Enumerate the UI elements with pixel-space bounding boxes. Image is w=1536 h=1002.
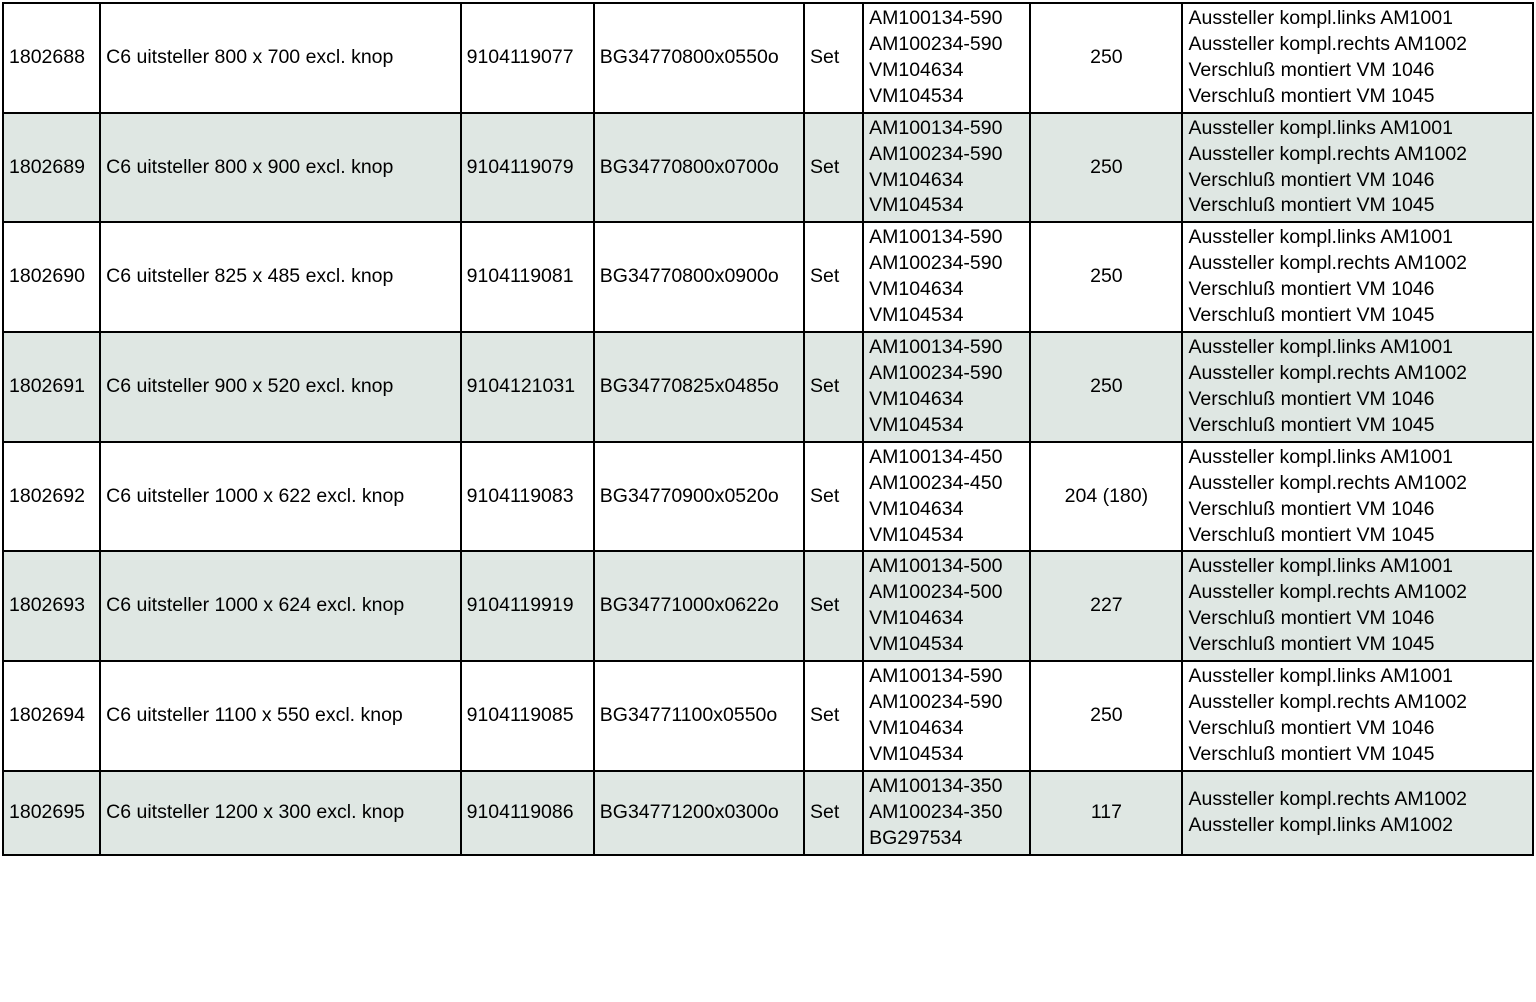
cell-article-number: 9104119919: [461, 551, 594, 661]
cell-quantity: 250: [1030, 3, 1182, 113]
cell-bg-code: BG34771000x0622o: [594, 551, 804, 661]
component-line: BG297534: [869, 826, 963, 849]
cell-article-number: 9104119077: [461, 3, 594, 113]
component-line: VM104534: [869, 194, 964, 217]
cell-article-number: 9104119083: [461, 442, 594, 552]
component-line: AM100234-590: [869, 32, 1003, 55]
cell-components: [863, 113, 1030, 223]
component-line: AM100234-450: [869, 471, 1003, 494]
component-line: VM104634: [869, 716, 964, 739]
cell-remarks: [1182, 332, 1533, 442]
component-line: VM104534: [869, 742, 964, 765]
cell-quantity: 227: [1030, 551, 1182, 661]
remark-line: Verschluß montiert VM 1046: [1188, 607, 1435, 630]
cell-remarks: [1182, 771, 1533, 855]
table-row: [3, 332, 1533, 442]
component-line: AM100134-590: [869, 7, 1003, 29]
cell-quantity: 250: [1030, 661, 1182, 771]
cell-bg-code: BG34770825x0485o: [594, 332, 804, 442]
remark-line: Aussteller kompl.links AM1001: [1188, 226, 1453, 249]
table-row: [3, 551, 1533, 661]
cell-id: 1802689: [3, 113, 100, 223]
cell-unit: Set: [804, 551, 863, 661]
component-line: AM100234-500: [869, 581, 1003, 604]
remark-line: Verschluß montiert VM 1045: [1188, 304, 1435, 327]
cell-id: 1802688: [3, 3, 100, 113]
remark-line: Aussteller kompl.rechts AM1002: [1188, 252, 1468, 275]
cell-components: [863, 551, 1030, 661]
remark-line: Aussteller kompl.links AM1001: [1188, 116, 1453, 139]
component-line: VM104634: [869, 278, 964, 301]
cell-description: C6 uitsteller 825 x 485 excl. knop: [100, 222, 460, 332]
cell-remarks: [1182, 3, 1533, 113]
component-line: AM100134-590: [869, 116, 1003, 139]
cell-unit: Set: [804, 332, 863, 442]
cell-unit: Set: [804, 771, 863, 855]
component-line: AM100134-500: [869, 555, 1003, 578]
component-line: VM104634: [869, 387, 964, 410]
cell-unit: Set: [804, 661, 863, 771]
cell-remarks: [1182, 551, 1533, 661]
cell-quantity: 250: [1030, 332, 1182, 442]
remark-line: Aussteller kompl.rechts AM1002: [1188, 691, 1468, 714]
component-line: VM104534: [869, 84, 964, 107]
cell-article-number: 9104119079: [461, 113, 594, 223]
cell-unit: Set: [804, 442, 863, 552]
cell-quantity: 250: [1030, 113, 1182, 223]
remark-line: Aussteller kompl.links AM1001: [1188, 7, 1453, 29]
component-line: AM100234-590: [869, 142, 1003, 165]
cell-id: 1802690: [3, 222, 100, 332]
remark-line: Aussteller kompl.links AM1002: [1188, 813, 1453, 836]
component-line: VM104534: [869, 633, 964, 656]
component-line: VM104634: [869, 58, 964, 81]
component-line: AM100234-590: [869, 252, 1003, 275]
remark-line: Verschluß montiert VM 1046: [1188, 278, 1435, 301]
remark-line: Aussteller kompl.links AM1001: [1188, 336, 1453, 359]
cell-description: C6 uitsteller 1000 x 624 excl. knop: [100, 551, 460, 661]
cell-description: C6 uitsteller 800 x 700 excl. knop: [100, 3, 460, 113]
component-line: VM104634: [869, 168, 964, 191]
table-row: [3, 442, 1533, 552]
cell-article-number: 9104119081: [461, 222, 594, 332]
cell-description: C6 uitsteller 800 x 900 excl. knop: [100, 113, 460, 223]
cell-components: [863, 442, 1030, 552]
remark-line: Verschluß montiert VM 1045: [1188, 523, 1435, 546]
cell-components: [863, 222, 1030, 332]
remark-line: Aussteller kompl.rechts AM1002: [1188, 471, 1468, 494]
remark-line: Verschluß montiert VM 1045: [1188, 194, 1435, 217]
component-line: AM100234-350: [869, 800, 1003, 823]
cell-id: 1802694: [3, 661, 100, 771]
cell-article-number: 9104119086: [461, 771, 594, 855]
cell-description: C6 uitsteller 900 x 520 excl. knop: [100, 332, 460, 442]
cell-components: [863, 661, 1030, 771]
component-line: AM100134-590: [869, 665, 1003, 688]
table-row: [3, 661, 1533, 771]
remark-line: Aussteller kompl.rechts AM1002: [1188, 142, 1468, 165]
remark-line: Verschluß montiert VM 1045: [1188, 742, 1435, 765]
cell-bg-code: BG34770900x0520o: [594, 442, 804, 552]
remark-line: Verschluß montiert VM 1045: [1188, 84, 1435, 107]
component-line: VM104634: [869, 607, 964, 630]
cell-quantity: 250: [1030, 222, 1182, 332]
component-line: VM104534: [869, 304, 964, 327]
component-line: VM104534: [869, 523, 964, 546]
component-line: AM100234-590: [869, 691, 1003, 714]
cell-id: 1802695: [3, 771, 100, 855]
remark-line: Verschluß montiert VM 1045: [1188, 633, 1435, 656]
table-row: [3, 113, 1533, 223]
cell-remarks: [1182, 113, 1533, 223]
remark-line: Aussteller kompl.rechts AM1002: [1188, 581, 1468, 604]
component-line: AM100134-350: [869, 774, 1003, 797]
component-line: AM100134-590: [869, 336, 1003, 359]
cell-bg-code: BG34770800x0550o: [594, 3, 804, 113]
table-row: [3, 771, 1533, 855]
cell-remarks: [1182, 661, 1533, 771]
remark-line: Aussteller kompl.links AM1001: [1188, 445, 1453, 468]
remark-line: Verschluß montiert VM 1046: [1188, 168, 1435, 191]
cell-unit: Set: [804, 113, 863, 223]
remark-line: Aussteller kompl.links AM1001: [1188, 555, 1453, 578]
remark-line: Aussteller kompl.rechts AM1002: [1188, 32, 1468, 55]
remark-line: Verschluß montiert VM 1045: [1188, 413, 1435, 436]
cell-bg-code: BG34770800x0900o: [594, 222, 804, 332]
cell-id: 1802693: [3, 551, 100, 661]
component-line: VM104634: [869, 497, 964, 520]
cell-remarks: [1182, 442, 1533, 552]
cell-description: C6 uitsteller 1200 x 300 excl. knop: [100, 771, 460, 855]
cell-article-number: 9104119085: [461, 661, 594, 771]
remark-line: Verschluß montiert VM 1046: [1188, 387, 1435, 410]
remark-line: Verschluß montiert VM 1046: [1188, 58, 1435, 81]
parts-table: [2, 2, 1534, 856]
cell-bg-code: BG34770800x0700o: [594, 113, 804, 223]
cell-remarks: [1182, 222, 1533, 332]
remark-line: Verschluß montiert VM 1046: [1188, 497, 1435, 520]
component-line: AM100134-590: [869, 226, 1003, 249]
cell-description: C6 uitsteller 1100 x 550 excl. knop: [100, 661, 460, 771]
component-line: AM100134-450: [869, 445, 1003, 468]
cell-unit: Set: [804, 3, 863, 113]
component-line: AM100234-590: [869, 361, 1003, 384]
component-line: VM104534: [869, 413, 964, 436]
table-row: [3, 3, 1533, 113]
cell-components: [863, 332, 1030, 442]
cell-description: C6 uitsteller 1000 x 622 excl. knop: [100, 442, 460, 552]
cell-bg-code: BG34771100x0550o: [594, 661, 804, 771]
cell-unit: Set: [804, 222, 863, 332]
cell-bg-code: BG34771200x0300o: [594, 771, 804, 855]
remark-line: Aussteller kompl.rechts AM1002: [1188, 787, 1468, 810]
remark-line: Aussteller kompl.links AM1001: [1188, 665, 1453, 688]
remark-line: Aussteller kompl.rechts AM1002: [1188, 361, 1468, 384]
cell-components: [863, 3, 1030, 113]
cell-id: 1802691: [3, 332, 100, 442]
cell-id: 1802692: [3, 442, 100, 552]
table-row: [3, 222, 1533, 332]
remark-line: Verschluß montiert VM 1046: [1188, 716, 1435, 739]
cell-components: [863, 771, 1030, 855]
cell-quantity: 117: [1030, 771, 1182, 855]
cell-quantity: 204 (180): [1030, 442, 1182, 552]
cell-article-number: 9104121031: [461, 332, 594, 442]
